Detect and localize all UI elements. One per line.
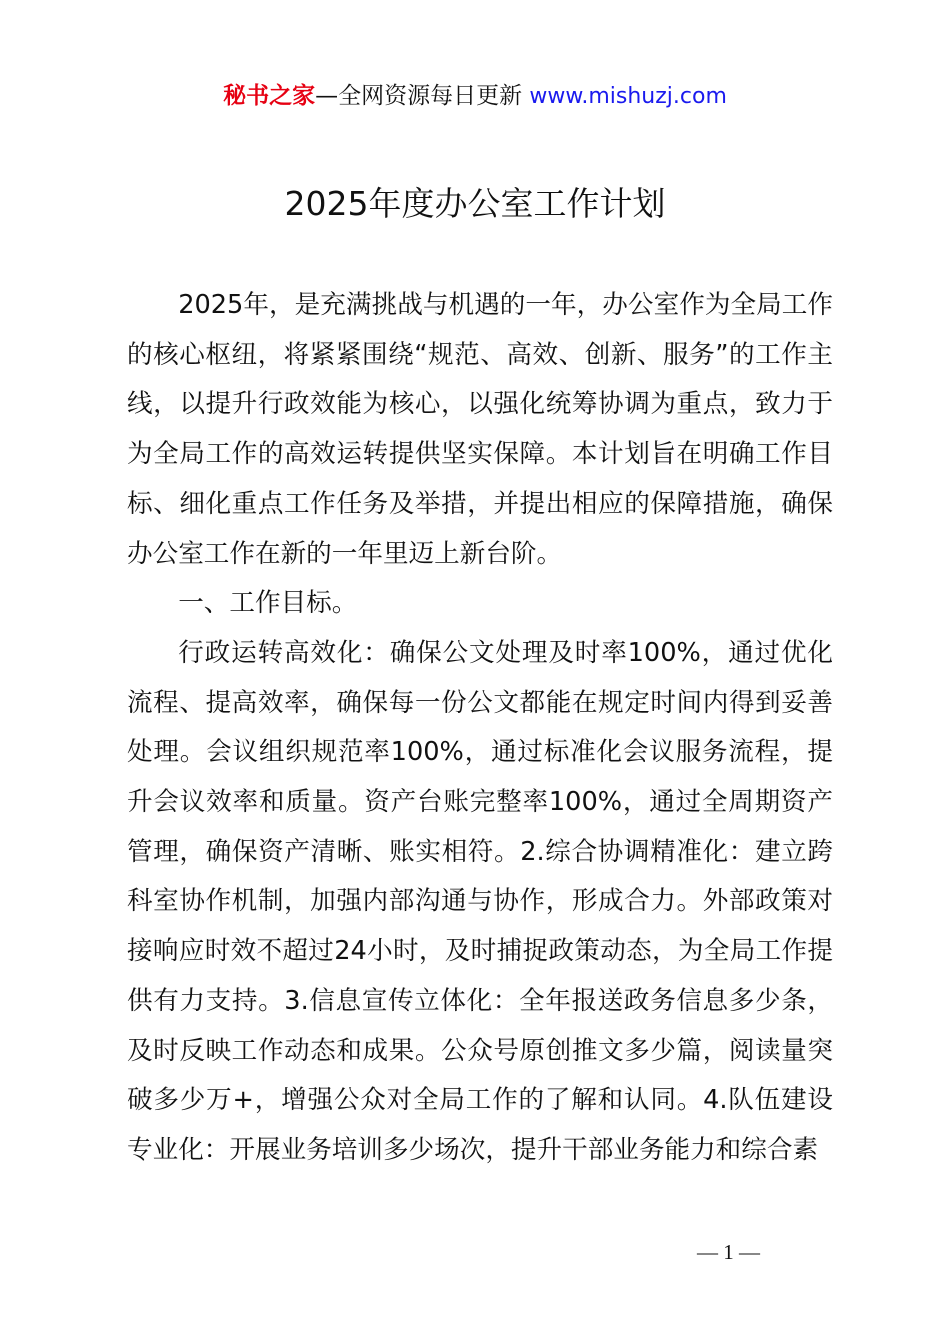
page-number: — 1 — bbox=[697, 1240, 760, 1264]
goals-paragraph: 行政运转高效化：确保公文处理及时率100%，通过优化流程、提高效率，确保每一份公文都能在规定时间内得到妥善处理。会议组织规范率100%，通过标准化会议服务流程，提升会议效率和质量。资产台账完整率100%，通过全周期资产管理，确保资产清晰、账实相符。2.综合协调精准化：建立跨科室协作机制，加强内部沟通与协作，形成合力。外部政策对接响应时效不超过24小时，及时捕捉政策动态，为全局工作提供有力支持。3.信息宣传立体化：全年报送政务信息多少条，及时反映工作动态和成果。公众号原创推文多少篇，阅读量突破多少万+，增强公众对全局工作的了解和认同。4.队伍建设专业化：开展业务培训多少场次，提升干部业务能力和综合素 bbox=[127, 637, 833, 1165]
document-title: 2025年度办公室工作计划 bbox=[284, 184, 666, 223]
section-heading-goals: 一、工作目标。 bbox=[178, 588, 358, 619]
site-url-link[interactable]: www.mishuzj.com bbox=[529, 84, 727, 109]
site-brand: 秘书之家 bbox=[223, 83, 316, 109]
site-slogan: —全网资源每日更新 bbox=[315, 83, 523, 109]
document-body bbox=[127, 281, 833, 1176]
intro-paragraph: 2025年，是充满挑战与机遇的一年，办公室作为全局工作的核心枢纽，将紧紧围绕“规范、高效、创新、服务”的工作主线，以提升行政效能为核心，以强化统筹协调为重点，致力于为全局工作的高效运转提供坚实保障。本计划旨在明确工作目标、细化重点工作任务及举措，并提出相应的保障措施，确保办公室工作在新的一年里迈上新台阶。 bbox=[127, 290, 833, 569]
site-banner bbox=[0, 80, 950, 113]
